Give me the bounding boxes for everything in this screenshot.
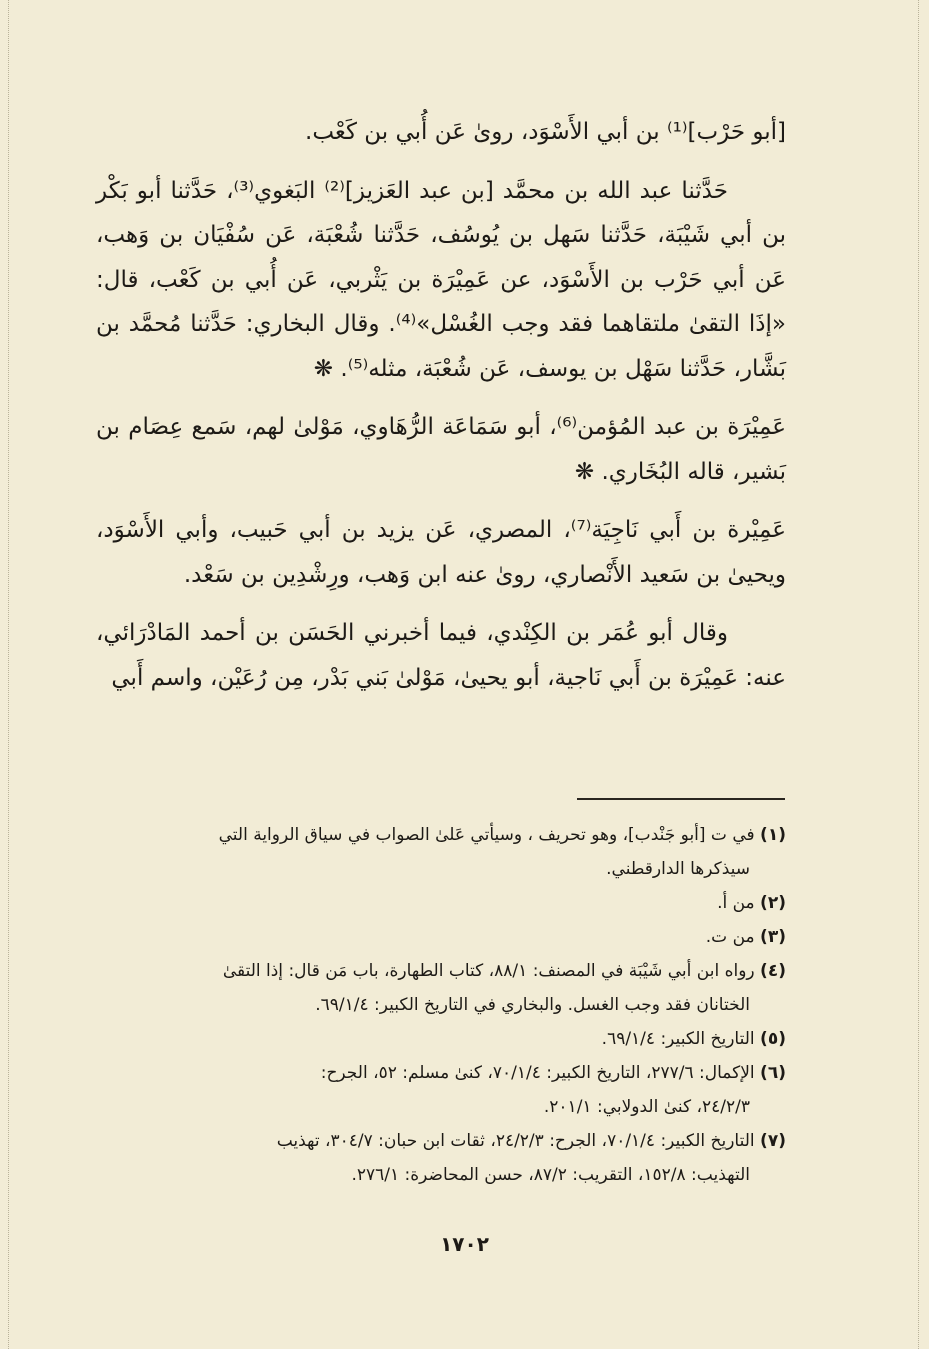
- footnote-continuation: ٢٤/٢/٣، كنىٰ الدولابي: ٢٠١/١.: [543, 1097, 750, 1117]
- footnote-text: الإكمال: ٢٧٧/٦، التاريخ الكبير: ٧٠/١/٤، كنىٰ مسلم: ٥٢، الجرح:: [320, 1063, 755, 1083]
- footnote-6: [96, 1056, 786, 1124]
- footnote-number: (١): [760, 825, 786, 845]
- entry-umayra-ibn-abi-najiya: عَمِيْرة بن أَبي نَاجِيَة⁽⁷⁾، المصري، عَن يزيد بن أبي حَبيب، وأبي الأَسْوَد، ويحيىٰ بن سَعيد الأَنْصاري، روىٰ عنه ابن وَهب، ورِشْدِين بن سَعْد.: [96, 517, 786, 588]
- footnote-number: (٣): [760, 927, 786, 947]
- footnote-number: (٥): [760, 1029, 786, 1049]
- footnote-continuation: الختانان فقد وجب الغسل. والبخاري في التاريخ الكبير: ٦٩/١/٤.: [315, 995, 750, 1015]
- footnote-5: [96, 1022, 786, 1056]
- footnote-number: (٧): [760, 1131, 786, 1151]
- entry-abu-harb: [أبو حَرْب]⁽¹⁾ بن أبي الأَسْوَد، روىٰ عَن أُبي بن كَعْب.: [305, 119, 786, 145]
- footnote-text: التاريخ الكبير: ٧٠/١/٤، الجرح: ٢٤/٢/٣، ثقات ابن حبان: ٣٠٤/٧، تهذيب: [276, 1131, 755, 1151]
- footnotes-section: [96, 818, 786, 1192]
- footnote-text: في ت [أبو جَنْدب]، وهو تحريف ، وسيأتي عَلىٰ الصواب في سياق الرواية التي: [218, 825, 755, 845]
- kindi-paragraph: وقال أبو عُمَر بن الكِنْدي، فيما أخبرني الحَسَن بن أحمد المَادْرَائي، عنه: عَمِيْرَة بن أَبي نَاجية، أبو يحيىٰ، مَوْلىٰ بَني بَدْر، مِن رُعَيْن، واسم أَبي: [96, 620, 786, 691]
- footnote-text: التاريخ الكبير: ٦٩/١/٤.: [601, 1029, 755, 1049]
- footnote-number: (٤): [760, 961, 786, 981]
- footnote-number: (٦): [760, 1063, 786, 1083]
- footnote-continuation: التهذيب: ١٥٢/٨، التقريب: ٨٧/٢، حسن المحاضرة: ٢٧٦/١.: [351, 1165, 750, 1185]
- footnote-3: [96, 920, 786, 954]
- footnote-text: رواه ابن أبي شَيْبَة في المصنف: ٨٨/١، كتاب الطهارة، باب مَن قال: إذا التقىٰ: [222, 961, 755, 981]
- footnote-text: من ت.: [705, 927, 755, 947]
- footnote-continuation: سيذكرها الدارقطني.: [606, 859, 750, 879]
- footnote-1: [96, 818, 786, 886]
- footnote-4: [96, 954, 786, 1022]
- page-fold-line-left: [8, 0, 9, 1349]
- footnote-separator-rule: [577, 798, 785, 800]
- footnote-text: من أ.: [717, 893, 755, 913]
- footnote-7: [96, 1124, 786, 1192]
- page-fold-line-right: [918, 0, 919, 1349]
- entry-umayra-ibn-abd-al-mumin: عَمِيْرَة بن عبد المُؤمن⁽⁶⁾، أبو سَمَاعَة الرُّهَاوي، مَوْلىٰ لهم، سَمع عِصَام بن بَشير، قاله البُخَاري. ❋: [96, 414, 786, 485]
- footnote-number: (٢): [760, 893, 786, 913]
- main-text-body: [96, 110, 786, 714]
- hadith-paragraph: حَدَّثنا عبد الله بن محمَّد [بن عبد العَزيز]⁽²⁾ البَغوي⁽³⁾، حَدَّثنا أبو بَكْر بن أبي شَيْبَة، حَدَّثنا سَهل بن يُوسُف، حَدَّثنا شُعْبَة، عَن سُفْيَان بن وَهب، عَن أبي حَرْب بن الأَسْوَد، عن عَمِيْرَة بن يَثْربي، عَن أُبي بن كَعْب، قال: «إذَا التقىٰ ملتقاهما فقد وجب الغُسْل»⁽⁴⁾. وقال البخاري: حَدَّثنا مُحمَّد بن بَشَّار، حَدَّثنا سَهْل بن يوسف، عَن شُعْبَة، مثله⁽⁵⁾. ❋: [96, 177, 786, 382]
- page-number: ١٧٠٢: [440, 1232, 489, 1256]
- footnote-2: [96, 886, 786, 920]
